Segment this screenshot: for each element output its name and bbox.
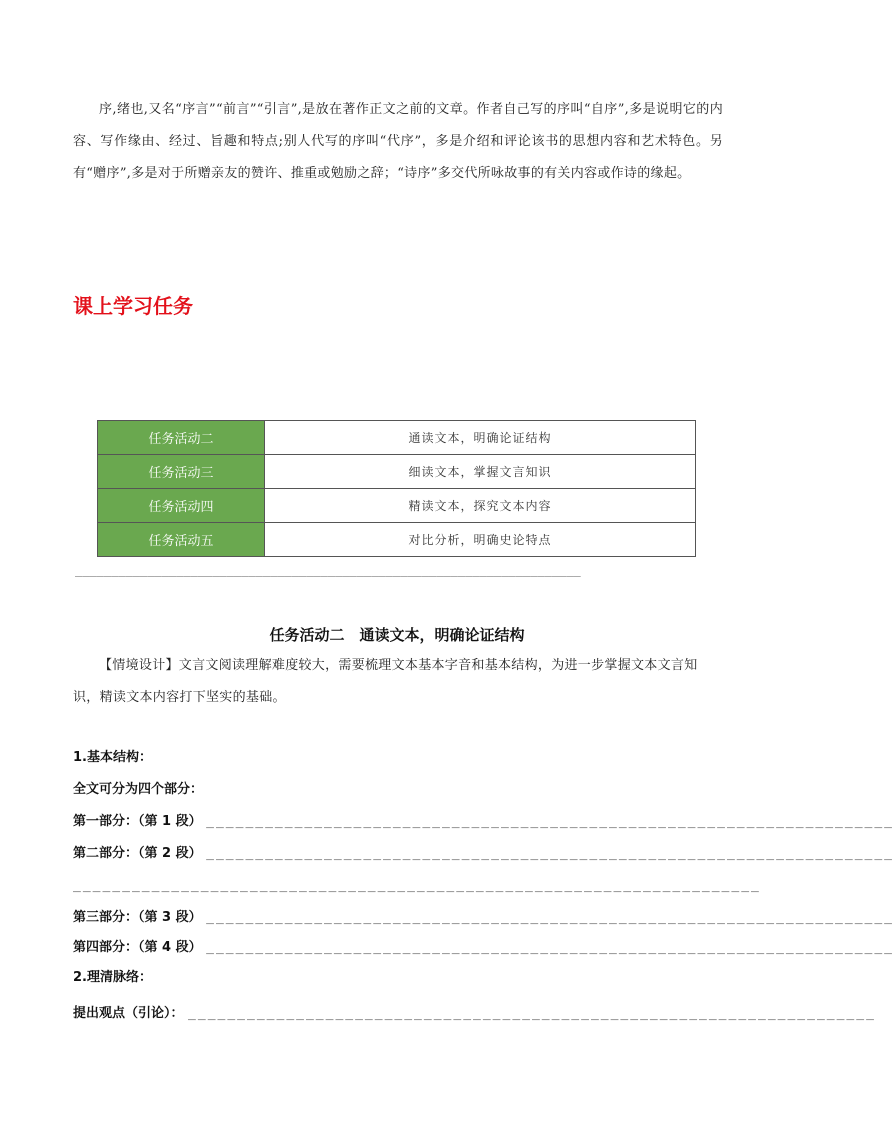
part-2-answer-blank[interactable]: ______________________________________________________________________: [206, 846, 894, 861]
part-1-label: 第一部分：（第 1 段）: [73, 814, 202, 829]
table-row: [98, 489, 696, 523]
part-4-label: 第四部分：（第 4 段）: [73, 940, 202, 955]
question-1-intro: 全文可分为四个部分：: [73, 782, 204, 797]
task-desc-cell: 对比分析，明确史论特点: [265, 523, 696, 557]
part-2-label: 第二部分：（第 2 段）: [73, 846, 202, 861]
viewpoint-label: 提出观点（引论）：: [73, 1006, 184, 1021]
part-3-row: [73, 910, 894, 926]
viewpoint-answer-blank[interactable]: ______________________________________________________________________: [188, 1006, 876, 1021]
question-2-title: 2.理清脉络：: [73, 970, 152, 985]
part-1-answer-blank[interactable]: ______________________________________________________________________: [206, 814, 894, 829]
intro-paragraph: 序,绪也,又名“序言”“前言”“引言”,是放在著作正文之前的文章。作者自己写的序叫“自序”,多是说明它的内容、写作缘由、经过、旨趣和特点;别人代写的序叫“代序”，多是介绍和评论该书的思想内容和艺术特色。另有“赠序”,多是对于所赠亲友的赞许、推重或勉励之辞；“诗序”多交代所咏故事的有关内容或作诗的缘起。: [73, 102, 723, 181]
question-1-title: 1.基本结构：: [73, 750, 152, 765]
task-desc-cell: 精读文本，探究文本内容: [265, 489, 696, 523]
viewpoint-row: [73, 1006, 876, 1022]
task-name-cell: 任务活动四: [98, 489, 265, 523]
part-4-answer-blank[interactable]: ______________________________________________________________________: [206, 940, 894, 955]
task-desc-cell: 细读文本，掌握文言知识: [265, 455, 696, 489]
task-desc-cell: 通读文本，明确论证结构: [265, 421, 696, 455]
part-3-answer-blank[interactable]: ______________________________________________________________________: [206, 910, 894, 925]
scenario-paragraph: 【情境设计】文言文阅读理解难度较大，需要梳理文本基本字音和基本结构，为进一步掌握文本文言知识，精读文本内容打下坚实的基础。: [73, 658, 698, 705]
part-3-label: 第三部分：（第 3 段）: [73, 910, 202, 925]
part-2-answer-blank-continued[interactable]: ______________________________________________________________________: [73, 878, 761, 893]
table-row: [98, 523, 696, 557]
task-name-cell: 任务活动五: [98, 523, 265, 557]
table-row: [98, 421, 696, 455]
part-1-row: [73, 814, 894, 830]
section-heading: 课上学习任务: [73, 294, 193, 318]
part-2-continuation-row: [73, 878, 761, 894]
part-2-row: [73, 846, 894, 862]
table-row: [98, 455, 696, 489]
dashed-divider: ______________________________________________________________________: [75, 563, 581, 577]
task-name-cell: 任务活动二: [98, 421, 265, 455]
task-name-cell: 任务活动三: [98, 455, 265, 489]
task-table: [97, 420, 696, 557]
part-4-row: [73, 940, 894, 956]
activity-title: 任务活动二 通读文本，明确论证结构: [269, 626, 525, 644]
